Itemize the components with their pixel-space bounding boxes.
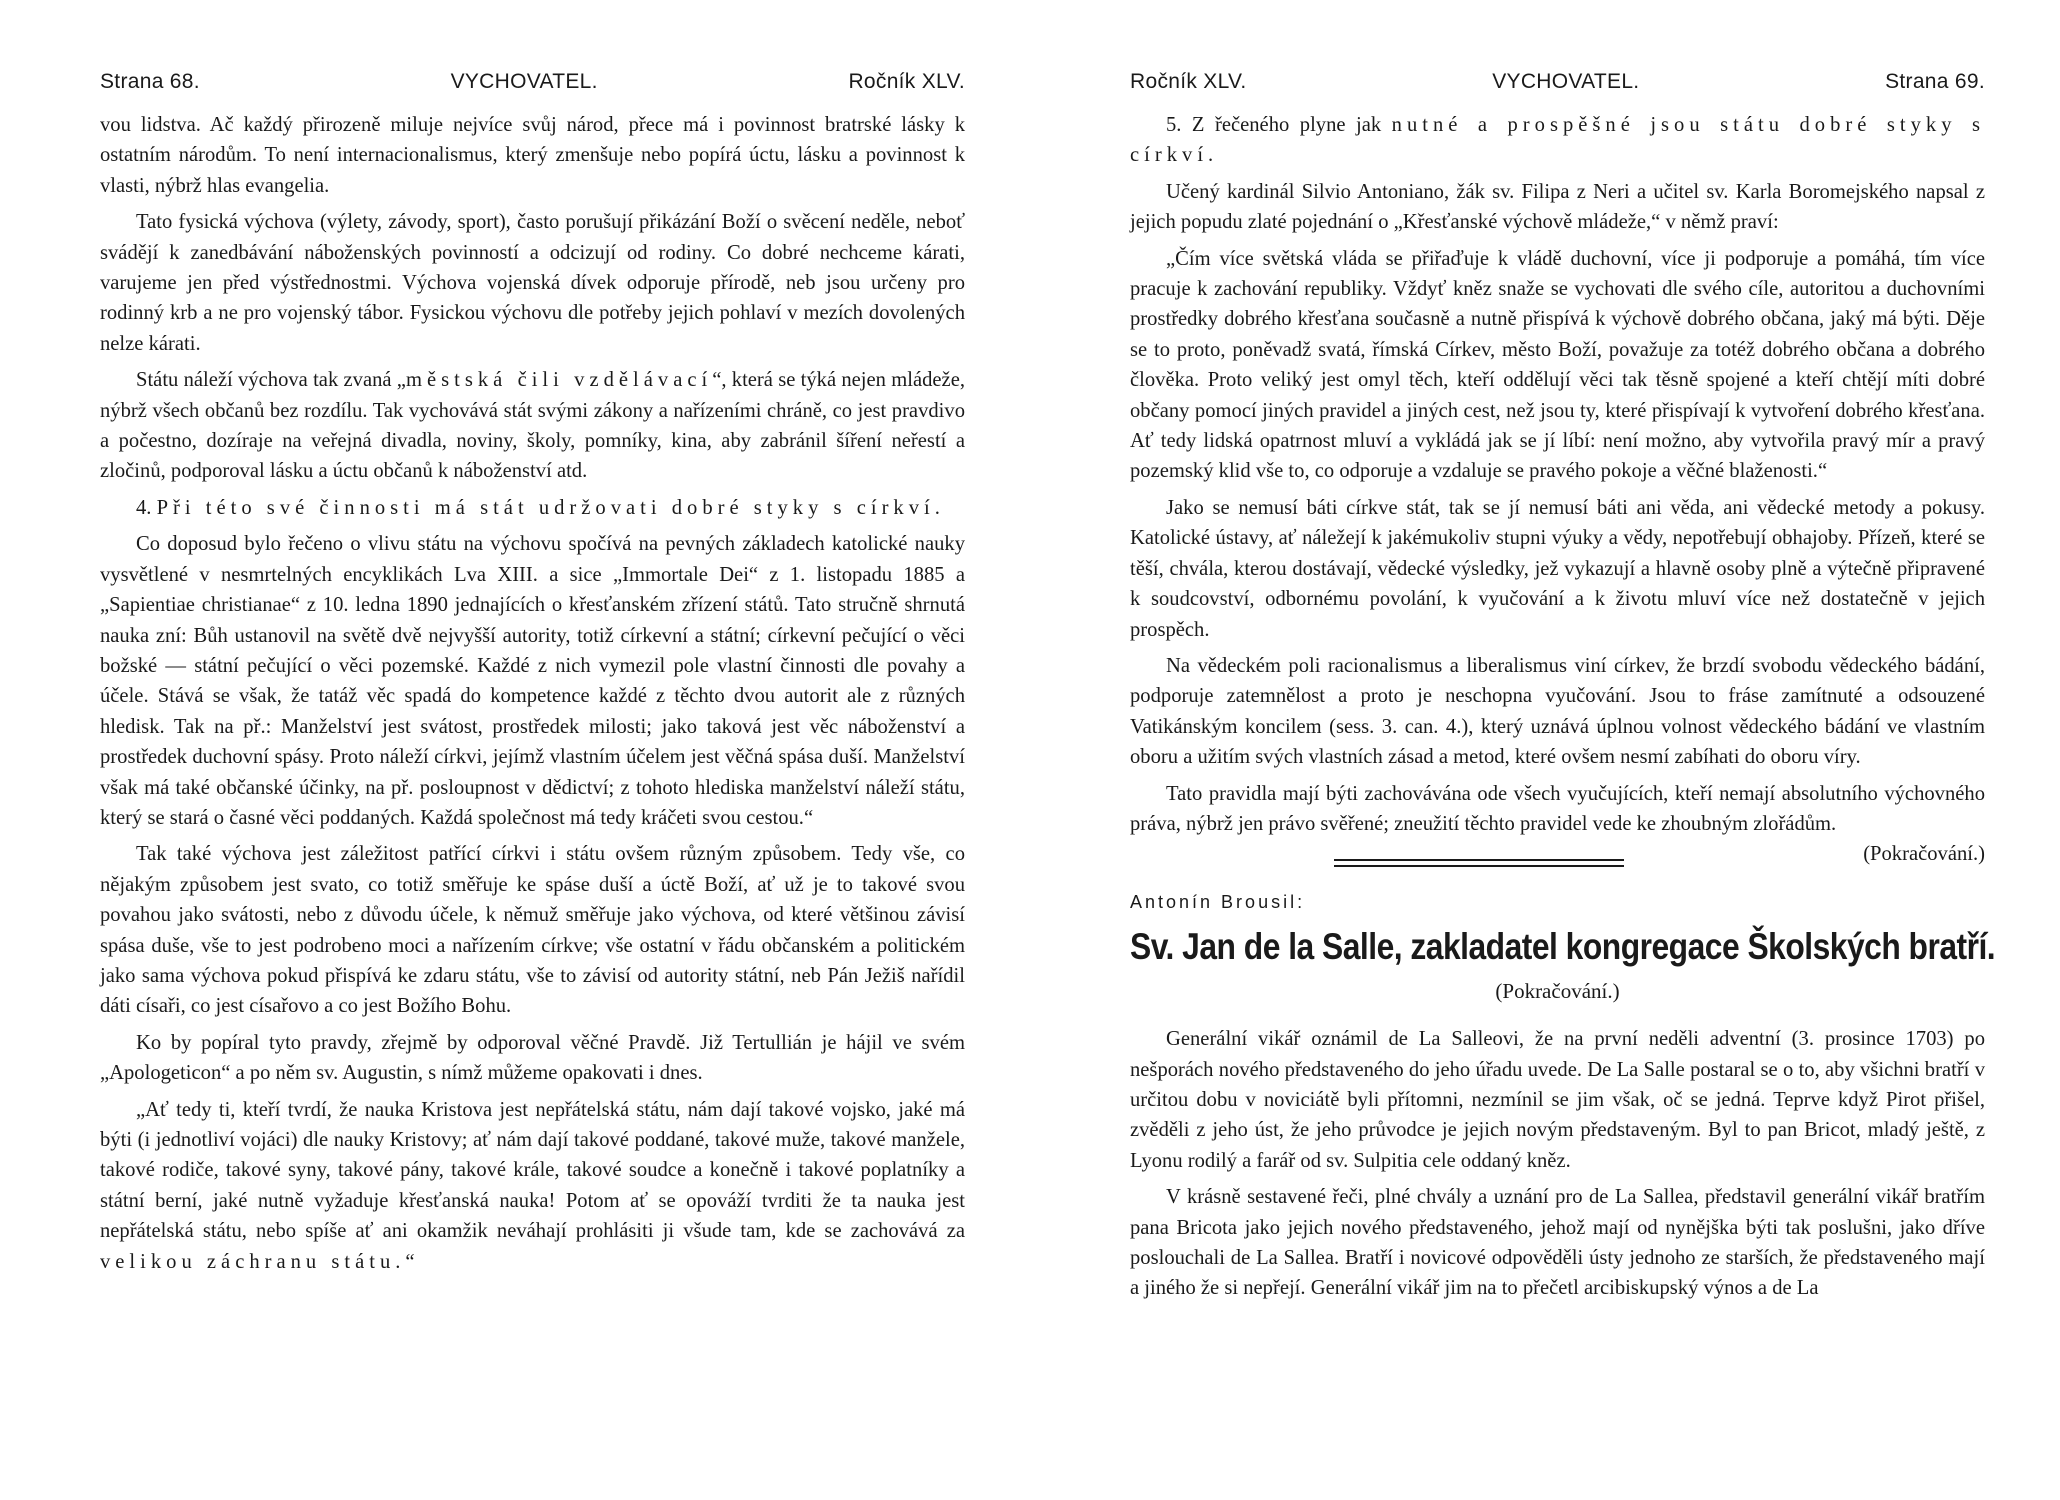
spaced-emphasis: velikou záchranu státu. — [100, 1250, 406, 1273]
spaced-emphasis: městská čili vzdělávací — [405, 369, 713, 392]
left-journal-title: VYCHOVATEL. — [450, 70, 598, 93]
paragraph: „Ať tedy ti, kteří tvrdí, že nauka Kristova jest nepřátelská státu, nám dají takové vojsko, jaké má býti (i jednotliví vojáci) dle nauky Kristovy; ať nám dají takové poddané, takové muže, takové manžele, takové rodiče, takové syny, takové pány, takové krále, takové soudce a konečně i takové poplatníky a státní berní, jaké nutně vyžaduje křesťanská nauka! Potom ať se opováží tvrditi že ta nauka jest nepřátelská státu, nebo spíše ať ani okamžik neváhají prohlásiti ji všude tam, kde se zachovává za velikou záchranu státu.“ — [100, 1098, 965, 1273]
left-body-text — [100, 110, 965, 1277]
left-volume: Ročník XLV. — [848, 70, 965, 93]
paragraph: Ko by popíral tyto pravdy, zřejmě by odporoval věčné Pravdě. Již Tertullián je hájil ve svém „Apologeticon“ a po něm sv. Augustin, s nímž můžeme opakovati i dnes. — [100, 1031, 965, 1085]
double-rule — [1334, 859, 1624, 867]
section-heading-4: 4. Při této své činnosti má stát udržovati dobré styky s církví. — [136, 496, 945, 519]
paragraph: Tato pravidla mají býti zachovávána ode všech vyučujících, kteří nemají absolutního výchovného práva, nýbrž jen právo svěřené; zneužití těchto pravidel vede ke zhoubným zlořádům. (Pokračování.) — [1130, 779, 1985, 840]
right-body-text — [1130, 110, 1996, 1304]
paragraph: Co doposud bylo řečeno o vlivu státu na výchovu spočívá na pevných základech katolické nauky vysvětlené v nesmrtelných encyklikách Lva XIII. a sice „Immortale Dei“ z 1. listopadu 1885 a „Sapientiae christianae“ z 10. ledna 1890 jednajících o křesťanském zřízení států. Tato stručně shrnutá nauka zní: Bůh ustanovil na světě dvě nejvyšší autority, totiž církevní a státní; církevní pečující o věci božské — státní pečující o věci pozemské. Každé z nich vymezil pole vlastní činnosti dle povahy a účele. Stává se však, že tatáž věc spadá do kompetence každé z těchto dvou autorit ale z různých hledisk. Tak na př.: Manželství jest svátost, prostředek milosti; jako taková jest věc náboženství a prostředek duchovní spásy. Proto náleží církvi, jejímž vlastním účelem jest věčná spása duší. Manželství však má také občanské účinky, na př. posloupnost v dědictví; z tohoto hlediska manželství náleží státu, který se stará o časné věci poddaných. Každá společnost má tedy kráčeti svou cestou.“ — [100, 533, 965, 829]
paragraph: Tato fysická výchova (výlety, závody, sport), často porušují přikázání Boží o svěcení neděle, neboť svádějí k zanedbávání náboženských povinností a odcizují od rodiny. Co dobré nechceme kárati, varujeme jen před výstřednostmi. Výchova vojenská dívek odporuje přírodě, neb jsou určeny pro rodinný krb a ne pro vojenský tábor. Fysickou výchovu dle potřeby jejich pohlaví v mezích dovolených nelze kárati. — [100, 211, 965, 355]
right-volume: Ročník XLV. — [1130, 70, 1247, 93]
left-running-head — [100, 70, 965, 110]
quotation: „Čím více světská vláda se přiřaďuje k vládě duchovní, více ji podporuje a pomáhá, tím více pracuje k zachování republiky. Vždyť kněz snaže se vychovati dle svého cíle, autoritou a duchovními prostředky dobrého křesťana současně a nutně přispívá k výchově dobrého občana, jaký má býti. Děje se to proto, poněvadž svatá, římská Církev, město Boží, považuje za totéž dobrého občana a dobrého člověka. Proto veliký jest omyl těch, kteří oddělují věci tak těsně spojené a kteří chtějí míti dobré občany pomocí jiných pravidel a jiných cest, než jsou ty, které přispívají k vytvoření dobrého křesťana. Ať tedy lidská opatrnost mluví a vykládá jak se jí líbí: není možno, aby vytvořila pravý mír a pravý pozemský klid vše to, co odporuje a vzdaluje se pravého pokoje a věčné blaženosti.“ — [1130, 247, 1985, 483]
article-subtitle: (Pokračování.) — [1495, 978, 1620, 1003]
paragraph: Učený kardinál Silvio Antoniano, žák sv. Filipa z Neri a učitel sv. Karla Boromejského napsal z jejich popudu zlaté pojednání o „Křesťanské výchově mládeže,“ v němž praví: — [1130, 180, 1985, 234]
paragraph: Státu náleží výchova tak zvaná „městská čili vzdělávací“, která se týká nejen mládeže, nýbrž všech občanů bez rozdílu. Tak vychovává stát svými zákony a nařízeními chráně, co jest pravdivo a počestno, dozíraje na veřejná divadla, noviny, školy, pomníky, kina, aby zabránil šíření neřestí a zločinů, podporoval lásku a úctu občanů k náboženství atd. — [100, 369, 965, 483]
article-author: Antonín Brousil: — [1130, 892, 1306, 913]
right-journal-title: VYCHOVATEL. — [1492, 70, 1640, 93]
spaced-emphasis: nutné a prospěšné jsou státu dobré styky s církví. — [1130, 114, 1985, 167]
section-divider — [1130, 859, 1827, 867]
article-paragraph: Generální vikář oznámil de La Salleovi, že na první neděli adventní (3. prosince 1703) po nešporách nového představeného do jeho úřadu uvede. De La Salle postaral se o to, aby všichni bratří v určitou dobu v noviciátě byli přítomni, nezmínil se jim však, oč se jedná. Teprve když Pirot přišel, zvěděli z jeho úst, že jeho průvodce je jejich novým představeným. Byl to pan Bricot, mladý ještě, z Lyonu rodilý a farář od sv. Sulpitia cele oddaný kněz. — [1130, 1028, 1985, 1172]
spaced-emphasis: Při této své činnosti má stát udržovati dobré styky s církví. — [156, 496, 945, 519]
paragraph: Tak také výchova jest záležitost patřící církvi i státu ovšem různým způsobem. Tedy vše, co nějakým způsobem jest svato, co totiž směřuje ke spáse duší a úctě Boží, ať už je to takové svou povahou jako svátosti, nebo z důvodu účele, k němuž směřuje jako výchova, od které většinou závisí spása duše, vše to jest podrobeno moci a nařízením církve; vše ostatní v řádu občanském a politickém jako sama výchova pokud přispívá ke zdaru státu, vše to závisí od autority státní, neb Pán Ježiš nařídil dáti císaři, co jest císařovo a co jest Božího Bohu. — [100, 843, 965, 1018]
section-heading-5: 5. Z řečeného plyne jak nutné a prospěšné jsou státu dobré styky s církví. — [1130, 114, 1985, 167]
paragraph: vou lidstva. Ač každý přirozeně miluje nejvíce svůj národ, přece má i povinnost bratrské lásky k ostatním národům. To není internacionalismus, který zmenšuje nebo popírá úctu, lásku a povinnost k vlasti, nýbrž hlas evangelia. — [100, 114, 965, 197]
continued-note: (Pokračování.) — [1863, 843, 1985, 866]
left-page-number: Strana 68. — [100, 70, 200, 93]
left-page — [100, 0, 965, 1500]
article-title: Sv. Jan de la Salle, zakladatel kongregace Školských bratří. — [1130, 925, 1996, 967]
paragraph: Na vědeckém poli racionalismus a liberalismus viní církev, že brzdí svobodu vědeckého bádání, podporuje zatemnělost a proto je neschopna vyučování. Jsou to fráse zamítnuté a odsouzené Vatikánským koncilem (sess. 3. can. 4.), který uznává úplnou volnost vědeckého bádání ve vlastním oboru a užitím svých vlastních zásad a metod, které ovšem nesmí zabíhati do oboru víry. — [1130, 654, 1985, 769]
article-paragraph: V krásně sestavené řeči, plné chvály a uznání pro de La Sallea, představil generální vikář bratřím pana Bricota jako jejich nového představeného, jehož mají od nynějška býti tak poslušni, jako dříve poslouchali de La Sallea. Bratří i novicové odpověděli ústy jednoho ze starších, že představeného mají a jiného že si nepřejí. Generální vikář jim na to přečetl arcibiskupský výnos a de La — [1130, 1186, 1985, 1300]
right-running-head — [1130, 70, 1985, 110]
right-page — [1130, 0, 1996, 1500]
right-page-number: Strana 69. — [1885, 70, 1985, 93]
paragraph: Jako se nemusí báti církve stát, tak se jí nemusí báti ani věda, ani vědecké metody a pokusy. Katolické ústavy, ať náležejí k jakémukoliv stupni výuky a vědy, nepotřebují obhajoby. Přízeň, které se těší, chvála, kterou dostávají, vědecké výsledky, jež vykazují a hlavně osoby plně a výtečně připravené k soudcovství, odbornému povolání, k vyučování a k životu mluví více než dostatečně v jejich prospěch. — [1130, 496, 1985, 641]
